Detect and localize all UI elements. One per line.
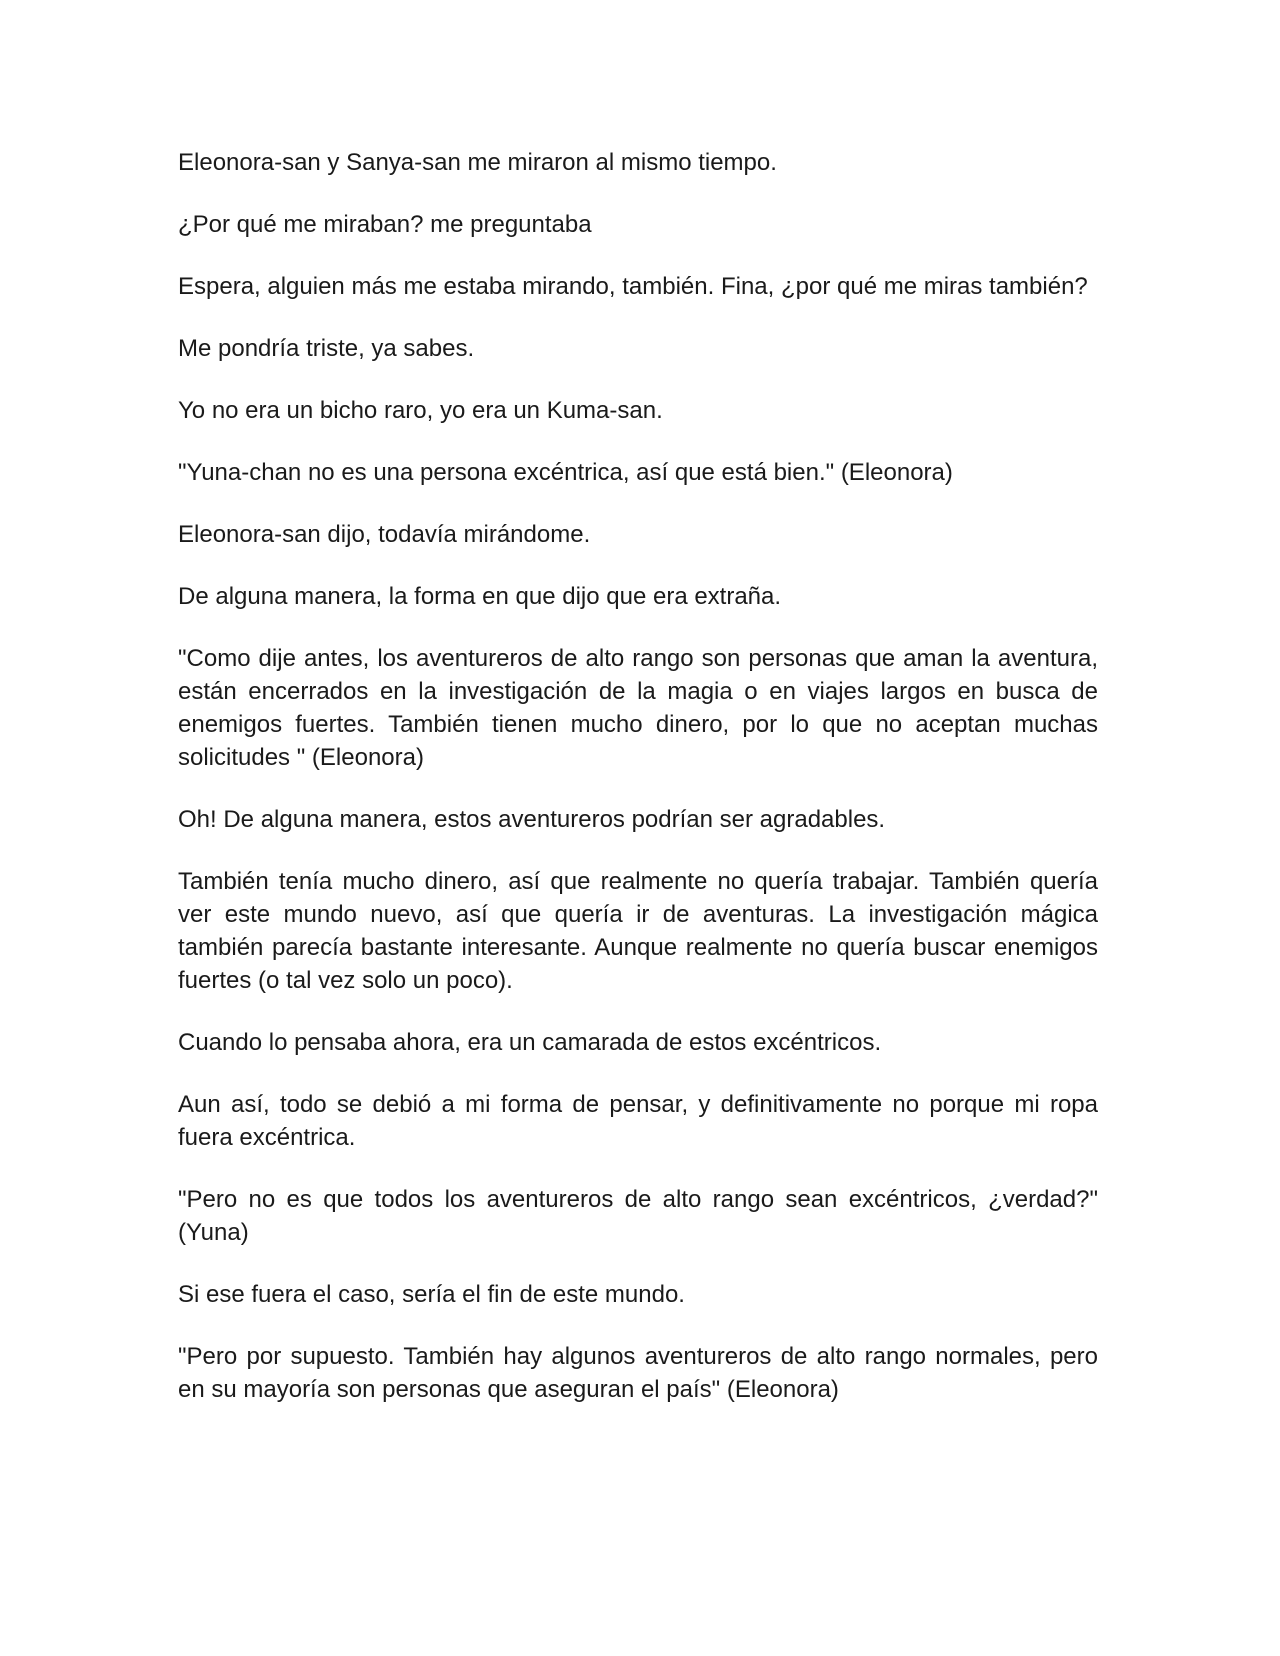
paragraph: "Pero por supuesto. También hay algunos aventureros de alto rango normales, pero en su mayoría son personas que aseguran el país" (Eleonora) (178, 1343, 1098, 1403)
paragraph: Espera, alguien más me estaba mirando, también. Fina, ¿por qué me miras también? (178, 273, 1088, 300)
paragraph: Cuando lo pensaba ahora, era un camarada de estos excéntricos. (178, 1029, 882, 1056)
paragraph: De alguna manera, la forma en que dijo que era extraña. (178, 583, 782, 610)
paragraph: También tenía mucho dinero, así que realmente no quería trabajar. También quería ver este mundo nuevo, así que quería ir de aventuras. La investigación mágica también parecía bastante interesante. Aunque realmente no quería buscar enemigos fuertes (o tal vez solo un poco). (178, 868, 1098, 994)
paragraph: "Pero no es que todos los aventureros de alto rango sean excéntricos, ¿verdad?" (Yuna) (178, 1186, 1098, 1246)
paragraph: Yo no era un bicho raro, yo era un Kuma-san. (178, 397, 663, 424)
paragraph: Eleonora-san dijo, todavía mirándome. (178, 521, 591, 548)
paragraph: Oh! De alguna manera, estos aventureros podrían ser agradables. (178, 806, 886, 833)
paragraph: Aun así, todo se debió a mi forma de pensar, y definitivamente no porque mi ropa fuera excéntrica. (178, 1091, 1098, 1151)
paragraph: ¿Por qué me miraban? me preguntaba (178, 211, 592, 238)
document-page (178, 146, 1098, 1435)
paragraph: Me pondría triste, ya sabes. (178, 335, 475, 362)
paragraph: "Yuna-chan no es una persona excéntrica, así que está bien." (Eleonora) (178, 459, 953, 486)
paragraph: Eleonora-san y Sanya-san me miraron al mismo tiempo. (178, 149, 777, 176)
paragraph: Si ese fuera el caso, sería el fin de este mundo. (178, 1281, 685, 1308)
paragraph: "Como dije antes, los aventureros de alto rango son personas que aman la aventura, están encerrados en la investigación de la magia o en viajes largos en busca de enemigos fuertes. También tienen mucho dinero, por lo que no aceptan muchas solicitudes " (Eleonora) (178, 645, 1098, 771)
